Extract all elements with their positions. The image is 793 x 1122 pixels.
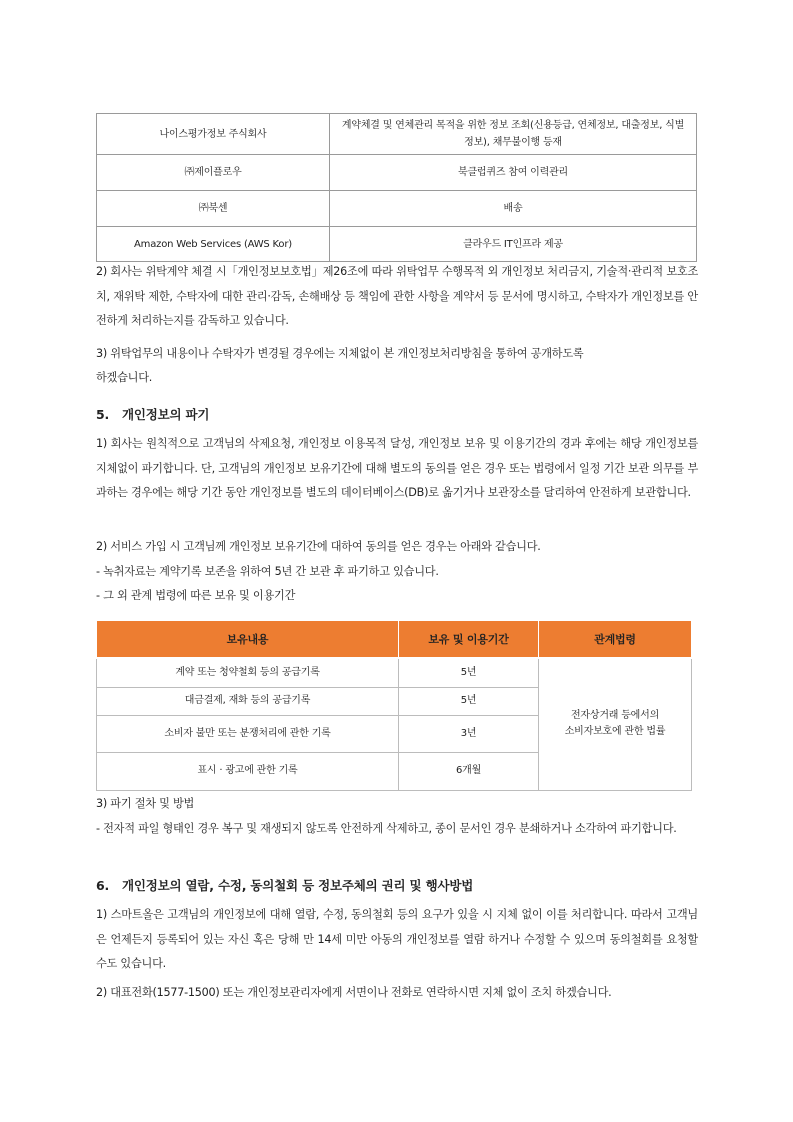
- period-cell: 6개월: [399, 752, 539, 790]
- period-cell: 5년: [399, 687, 539, 715]
- content-cell: 계약 또는 청약철회 등의 공급기록: [97, 658, 399, 687]
- section-heading-rights: [96, 876, 698, 896]
- section-title: 개인정보의 열람, 수정, 동의철회 등 정보주체의 권리 및 행사방법: [122, 878, 474, 893]
- law-line: 전자상거래 등에서의: [570, 710, 660, 722]
- table-row: [97, 155, 697, 191]
- period-cell: 3년: [399, 715, 539, 752]
- content-cell: 대금결제, 재화 등의 공급기록: [97, 687, 399, 715]
- paragraph-other-laws: - 그 외 관계 법령에 따른 보유 및 이용기간: [96, 589, 296, 602]
- law-cell: [539, 658, 692, 790]
- paragraph-change-notice-line2: 하겠습니다.: [96, 371, 153, 384]
- header-period: 보유 및 이용기간: [399, 621, 539, 659]
- section-heading-destruction: [96, 405, 698, 425]
- task-cell: 북클럽퀴즈 참여 이력관리: [330, 155, 697, 191]
- outsourcing-table: [96, 113, 697, 262]
- header-law: 관계법령: [539, 621, 692, 659]
- section-number: 5.: [96, 407, 110, 422]
- company-cell: ㈜제이플로우: [97, 155, 330, 191]
- task-cell: 계약체결 및 연체관리 목적을 위한 정보 조회(신용등급, 연체정보, 대출정보, 식별정보), 채무불이행 등재: [330, 114, 697, 155]
- paragraph-recording-retention: - 녹취자료는 계약기록 보존을 위하여 5년 간 보관 후 파기하고 있습니다.: [96, 565, 439, 578]
- table-row: [97, 114, 697, 155]
- company-cell: 나이스평가정보 주식회사: [97, 114, 330, 155]
- table-header-row: [97, 621, 692, 659]
- table-row: [97, 658, 692, 687]
- period-cell: 5년: [399, 658, 539, 687]
- paragraph-destruction-principle: 1) 회사는 원칙적으로 고객님의 삭제요청, 개인정보 이용목적 달성, 개인정보 보유 및 이용기간의 경과 후에는 해당 개인정보를 지체없이 파기합니다. 단, 고객님의 개인정보 보유기간에 대해 별도의 동의를 얻은 경우 또는 법령에서 일정 기간 보관 의무를 부과하는 경우에는 해당 기간 동안 개인정보를 별도의 데이터베이스(DB)로 옮기거나 보관장소를 달리하여 안전하게 보관합니다.: [96, 437, 698, 499]
- paragraph-contract-obligations: 2) 회사는 위탁계약 체결 시「개인정보보호법」제26조에 따라 위탁업무 수행목적 외 개인정보 처리금지, 기술적·관리적 보호조치, 재위탁 제한, 수탁자에 대한 관리·감독, 손해배상 등 책임에 관한 사항을 계약서 등 문서에 명시하고, 수탁자가 개인정보를 안전하게 처리하는지를 감독하고 있습니다.: [96, 265, 698, 327]
- table-row: [97, 227, 697, 262]
- paragraph-retention-consent: 2) 서비스 가입 시 고객님께 개인정보 보유기간에 대하여 동의를 얻은 경우는 아래와 같습니다.: [96, 540, 541, 553]
- content-cell: 소비자 불만 또는 분쟁처리에 관한 기록: [97, 715, 399, 752]
- retention-table: [96, 620, 692, 791]
- paragraph-contact: 2) 대표전화(1577-1500) 또는 개인정보관리자에게 서면이나 전화로 연락하시면 지체 없이 조치 하겠습니다.: [96, 986, 612, 999]
- section-number: 6.: [96, 878, 110, 893]
- paragraph-destruction-procedure: 3) 파기 절차 및 방법: [96, 797, 195, 810]
- table-row: [97, 191, 697, 227]
- paragraph-rights-processing: 1) 스마트올은 고객님의 개인정보에 대해 열람, 수정, 동의철회 등의 요구가 있을 시 지체 없이 이를 처리합니다. 따라서 고객님은 언제든지 등록되어 있는 자신 혹은 당해 만 14세 미만 아동의 개인정보를 열람 하거나 수정할 수 있으며 동의철회를 요청할 수도 있습니다.: [96, 908, 698, 970]
- paragraph-change-notice-line1: 3) 위탁업무의 내용이나 수탁자가 변경될 경우에는 지체없이 본 개인정보처리방침을 통하여 공개하도록: [96, 347, 584, 360]
- task-cell: 클라우드 IT인프라 제공: [330, 227, 697, 262]
- company-cell: ㈜북센: [97, 191, 330, 227]
- section-title: 개인정보의 파기: [122, 407, 210, 422]
- company-cell: Amazon Web Services (AWS Kor): [97, 227, 330, 262]
- task-cell: 배송: [330, 191, 697, 227]
- law-line: 소비자보호에 관한 법률: [564, 726, 666, 738]
- paragraph-destruction-method: - 전자적 파일 형태인 경우 복구 및 재생되지 않도록 안전하게 삭제하고, 종이 문서인 경우 분쇄하거나 소각하여 파기합니다.: [96, 822, 677, 835]
- content-cell: 표시 · 광고에 관한 기록: [97, 752, 399, 790]
- header-content: 보유내용: [97, 621, 399, 659]
